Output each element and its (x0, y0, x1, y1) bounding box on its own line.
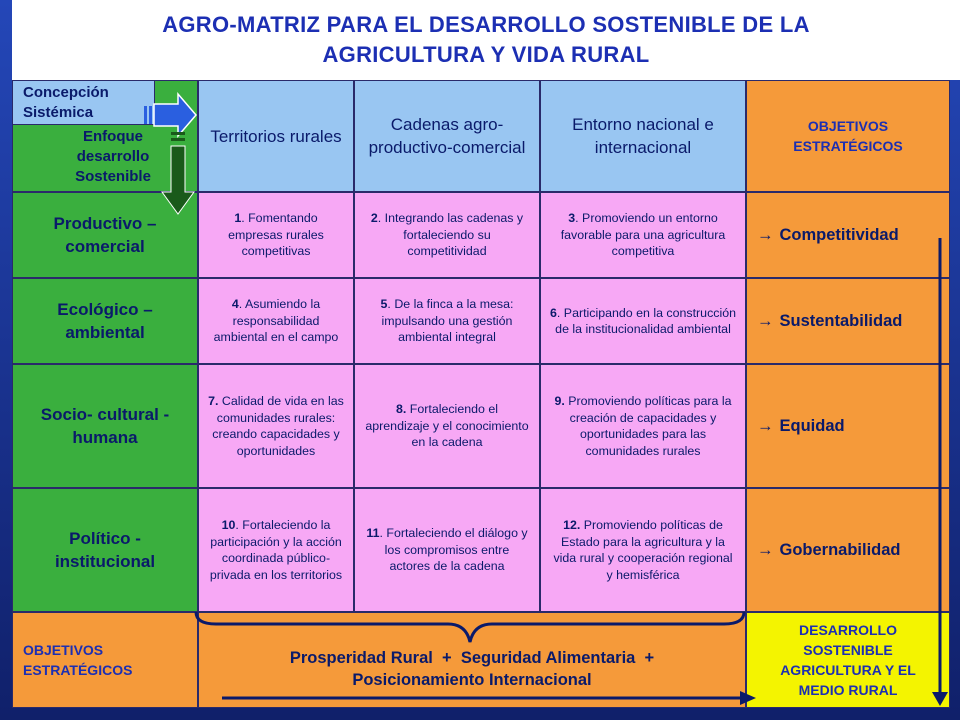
cell-number: 1 (234, 211, 242, 226)
bottom-middle-line-2: Posicionamiento Internacional (352, 671, 592, 689)
enfoque-line-3: Sostenible (75, 168, 151, 185)
matrix-cell (540, 278, 746, 364)
concepcion-label: Concepción Sistémica (23, 84, 109, 121)
matrix-cell (540, 192, 746, 278)
cell-text: Participando en la construcción de la institucionalidad ambiental (555, 305, 736, 336)
bottom-left-label: OBJETIVOS ESTRATÉGICOS (23, 642, 133, 678)
matrix-cell-text (363, 401, 531, 451)
cell-number-separator: . (387, 297, 391, 312)
matrix-cell (354, 364, 540, 488)
cell-number: 9. (554, 394, 565, 408)
objective-cell (746, 488, 950, 612)
cell-number: 5 (380, 297, 388, 312)
column-header-cadenas (354, 80, 540, 192)
row-label-cell (12, 278, 198, 364)
matrix-cell-text (207, 296, 345, 346)
page-title (12, 10, 960, 70)
matrix-cell (354, 192, 540, 278)
arrow-right-icon: → (757, 225, 774, 244)
cell-number: 3 (568, 211, 576, 226)
cell-number-separator: . (238, 297, 243, 312)
objectives-header (746, 80, 950, 192)
column-header-label: Cadenas agro-productivo-comercial (368, 115, 526, 157)
enfoque-label (43, 127, 183, 187)
cell-number: 4 (231, 297, 239, 312)
matrix-cell (354, 278, 540, 364)
objective-label: Gobernabilidad (779, 540, 901, 559)
cell-number: 11 (366, 526, 380, 541)
row-label-cell (12, 488, 198, 612)
row-label-cell (12, 364, 198, 488)
bottom-middle-cell (198, 612, 746, 708)
cell-number: 6 (550, 305, 557, 320)
enfoque-line-1: Enfoque (83, 128, 143, 145)
matrix-cell (354, 488, 540, 612)
cell-number-separator: . (241, 211, 245, 226)
cell-number: 12. (563, 518, 581, 532)
arrow-right-icon: → (757, 311, 774, 330)
matrix-cell-text (363, 525, 531, 575)
objective-label: Competitividad (779, 225, 899, 244)
title-line-1: AGRO-MATRIZ PARA EL DESARROLLO SOSTENIBLE DE LA (162, 12, 810, 37)
matrix-cell (540, 364, 746, 488)
cell-number-separator: . (235, 518, 239, 532)
column-header-label: Territorios rurales (210, 126, 342, 146)
matrix-cell-text (363, 296, 531, 346)
cell-text: De la finca a la mesa: impulsando una gestión ambiental integral (381, 297, 514, 345)
column-header-entorno (540, 80, 746, 192)
matrix-cell-text (549, 305, 737, 338)
row-label: Socio- cultural - humana (40, 405, 170, 447)
cell-number: 10 (221, 518, 236, 532)
cell-number-separator: . (556, 305, 561, 320)
cell-number: 7. (208, 394, 219, 408)
matrix-cell (198, 364, 354, 488)
cell-text: Fortaleciendo la participación y la acción coordinada público-privada en los territorios (209, 518, 343, 582)
cell-number-separator: . (377, 211, 382, 226)
bottom-middle-line-1: Prosperidad Rural + Seguridad Alimentaria + (289, 649, 655, 667)
cell-number-separator: . (379, 526, 383, 541)
arrow-right-icon: → (757, 540, 774, 559)
cell-text: Fomentando empresas rurales competitivas (228, 211, 324, 259)
matrix-cell-text (549, 517, 737, 583)
bottom-left-cell (12, 612, 198, 708)
objective-label: Equidad (779, 416, 845, 435)
row-label: Productivo – comercial (53, 214, 157, 256)
matrix-cell-text (207, 517, 345, 583)
cell-text: Fortaleciendo el aprendizaje y el conocimiento en la cadena (365, 402, 529, 450)
cell-text: Calidad de vida en las comunidades rurales: creando capacidades y oportunidades (212, 394, 344, 458)
matrix-cell-text (207, 210, 345, 260)
matrix-cell-text (549, 393, 737, 459)
bottom-right-cell (746, 612, 950, 708)
objectives-header-label: OBJETIVOS ESTRATÉGICOS (793, 118, 903, 154)
arrow-right-icon: → (757, 416, 774, 435)
cell-text: Integrando las cadenas y fortaleciendo su competitividad (381, 211, 524, 259)
matrix-cell-text (363, 210, 531, 260)
row-label: Político - institucional (54, 529, 156, 571)
matrix-cell (198, 192, 354, 278)
bottom-right-label: DESARROLLO SOSTENIBLE AGRICULTURA Y EL MEDIO RURAL (780, 622, 916, 698)
cell-text: Promoviendo políticas de Estado para la agricultura y la vida rural y cooperación regional y hemisférica (553, 518, 733, 582)
objective-cell (746, 364, 950, 488)
column-header-label: Entorno nacional e internacional (572, 115, 714, 157)
title-line-2: AGRICULTURA Y VIDA RURAL (322, 42, 650, 67)
column-header-territorios (198, 80, 354, 192)
concepcion-box (13, 81, 155, 125)
matrix-cell-text (207, 393, 345, 459)
matrix-cell-text (549, 210, 737, 260)
row-label: Ecológico – ambiental (57, 300, 153, 342)
cell-number-separator: . (575, 211, 579, 226)
corner-cell (12, 80, 198, 192)
objective-label: Sustentabilidad (779, 311, 903, 330)
cell-text: Promoviendo políticas para la creación de capacidades y oportunidades para las comunidades rurales (564, 394, 732, 458)
enfoque-line-2: desarrollo (76, 148, 150, 165)
objective-cell (746, 192, 950, 278)
matrix-cell (540, 488, 746, 612)
objective-cell (746, 278, 950, 364)
matrix-cell (198, 278, 354, 364)
cell-number: 8. (396, 402, 407, 417)
cell-text: Fortaleciendo el diálogo y los compromisos entre actores de la cadena (382, 526, 528, 574)
matrix-cell (198, 488, 354, 612)
cell-text: Asumiendo la responsabilidad ambiental en el campo (213, 297, 339, 345)
cell-number: 2 (370, 211, 378, 226)
row-label-cell (12, 192, 198, 278)
cell-text: Promoviendo un entorno favorable para una agricultura competitiva (560, 211, 726, 259)
